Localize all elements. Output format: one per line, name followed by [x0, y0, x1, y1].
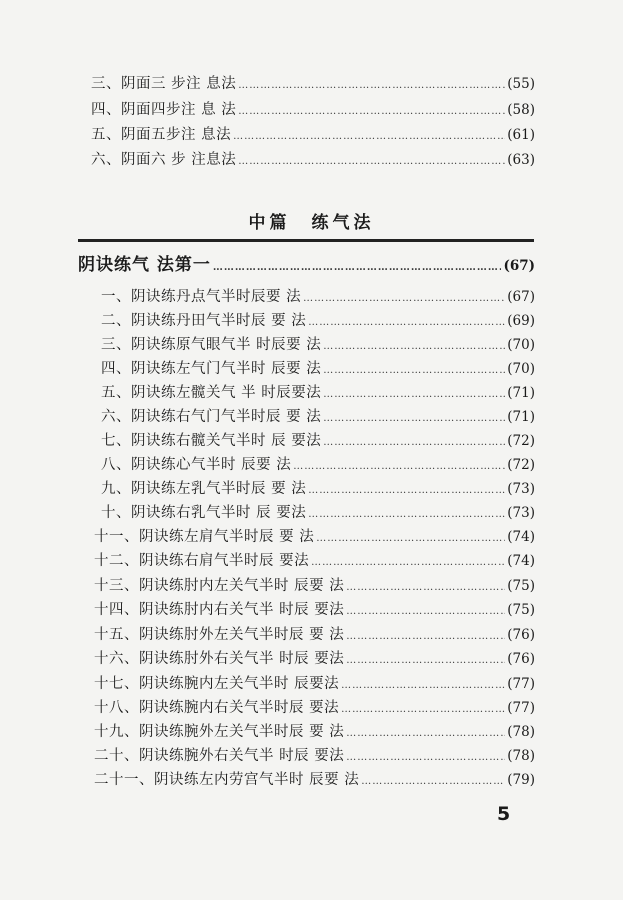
entry-page: (77) — [507, 676, 535, 692]
toc-entry — [101, 480, 535, 500]
toc-entry — [101, 408, 535, 428]
toc-entry — [101, 336, 535, 356]
entry-title: 四、阴诀练左气门气半时 辰要 法 — [101, 361, 322, 377]
toc-entry — [94, 528, 535, 548]
leader-dots — [346, 579, 505, 597]
toc-entry — [101, 360, 535, 380]
leader-dots — [323, 338, 505, 356]
leader-dots — [213, 259, 502, 277]
entry-page: (79) — [507, 772, 535, 788]
toc-entry — [94, 577, 535, 597]
divider — [78, 239, 534, 242]
entry-title: 二十、阴诀练腕外右关气半 时辰 要法 — [94, 748, 345, 764]
entry-page: (75) — [507, 602, 535, 618]
leader-dots — [323, 410, 505, 428]
toc-entry — [91, 101, 535, 121]
entry-page: (71) — [507, 385, 535, 401]
page-number: 5 — [497, 803, 511, 825]
entry-title: 六、阴面六 步 注息法 — [91, 152, 237, 168]
toc-entry — [94, 675, 535, 695]
toc-entry — [91, 75, 535, 95]
entry-title: 十六、阴诀练肘外右关气半 时辰 要法 — [94, 651, 345, 667]
leader-dots — [311, 554, 505, 572]
entry-page: (70) — [507, 337, 535, 353]
entry-title: 五、阴诀练左髋关气 半 时辰要法 — [101, 385, 322, 401]
toc-entry — [101, 504, 535, 524]
entry-page: (74) — [507, 553, 535, 569]
toc-entry — [101, 288, 535, 308]
leader-dots — [316, 530, 505, 548]
toc-entry — [101, 456, 535, 476]
leader-dots — [293, 458, 505, 476]
leader-dots — [308, 482, 505, 500]
leader-dots — [346, 725, 505, 743]
entry-title: 一、阴诀练丹点气半时辰要 法 — [101, 289, 302, 305]
toc-entry — [94, 747, 535, 767]
chapter-title: 阴诀练气 法第一 — [78, 255, 211, 275]
toc-entry — [94, 552, 535, 572]
entry-page: (61) — [507, 127, 535, 143]
entry-page: (63) — [507, 152, 535, 168]
leader-dots — [323, 434, 505, 452]
entry-page: (76) — [507, 627, 535, 643]
entry-page: (70) — [507, 361, 535, 377]
leader-dots — [346, 628, 505, 646]
entry-title: 五、阴面五步注 息法 — [91, 127, 232, 143]
toc-entry — [91, 151, 535, 171]
entry-title: 三、阴诀练原气眼气半 时辰要 法 — [101, 337, 322, 353]
leader-dots — [361, 773, 505, 791]
toc-entry — [94, 650, 535, 670]
entry-page: (76) — [507, 651, 535, 667]
leader-dots — [303, 290, 505, 308]
entry-page: (72) — [507, 433, 535, 449]
toc-entry — [94, 771, 535, 791]
entry-title: 十、阴诀练右乳气半时 辰 要法 — [101, 505, 307, 521]
leader-dots — [308, 314, 505, 332]
entry-title: 六、阴诀练右气门气半时辰 要 法 — [101, 409, 322, 425]
leader-dots — [323, 362, 505, 380]
entry-page: (67) — [507, 289, 535, 305]
entry-title: 八、阴诀练心气半时 辰要 法 — [101, 457, 292, 473]
entry-page: (73) — [507, 505, 535, 521]
chapter-entry — [78, 256, 535, 277]
leader-dots — [238, 77, 505, 95]
entry-page: (69) — [507, 313, 535, 329]
chapter-page: (67) — [503, 258, 535, 274]
entry-title: 十四、阴诀练肘内右关气半 时辰 要法 — [94, 602, 345, 618]
toc-entry — [94, 601, 535, 621]
leader-dots — [238, 153, 505, 171]
entry-page: (75) — [507, 578, 535, 594]
entry-title: 四、阴面四步注 息 法 — [91, 102, 237, 118]
leader-dots — [341, 677, 505, 695]
entry-title: 十八、阴诀练腕内右关气半时辰 要法 — [94, 700, 340, 716]
entry-title: 十五、阴诀练肘外左关气半时辰 要 法 — [94, 627, 345, 643]
leader-dots — [233, 128, 505, 146]
entry-title: 十三、阴诀练肘内左关气半时 辰要 法 — [94, 578, 345, 594]
toc-entry — [101, 432, 535, 452]
toc-entry — [94, 723, 535, 743]
leader-dots — [346, 749, 505, 767]
entry-page: (72) — [507, 457, 535, 473]
entry-title: 十二、阴诀练右肩气半时辰 要法 — [94, 553, 310, 569]
entry-title: 九、阴诀练左乳气半时辰 要 法 — [101, 481, 307, 497]
leader-dots — [238, 103, 505, 121]
entry-title: 十七、阴诀练腕内左关气半时 辰要法 — [94, 676, 340, 692]
entry-page: (73) — [507, 481, 535, 497]
toc-entry — [94, 626, 535, 646]
entry-page: (71) — [507, 409, 535, 425]
toc-entry — [94, 699, 535, 719]
entry-page: (77) — [507, 700, 535, 716]
entry-title: 七、阴诀练右髋关气半时 辰 要法 — [101, 433, 322, 449]
leader-dots — [323, 386, 505, 404]
toc-entry — [101, 384, 535, 404]
entry-page: (74) — [507, 529, 535, 545]
toc-entry — [91, 126, 535, 146]
entry-page: (78) — [507, 748, 535, 764]
section-title: 中篇 练气法 — [248, 213, 375, 233]
entry-title: 十一、阴诀练左肩气半时辰 要 法 — [94, 529, 315, 545]
entry-title: 二十一、阴诀练左内劳宫气半时 辰要 法 — [94, 772, 360, 788]
leader-dots — [308, 506, 505, 524]
entry-page: (58) — [507, 102, 535, 118]
toc-entry — [101, 312, 535, 332]
entry-page: (78) — [507, 724, 535, 740]
entry-title: 三、阴面三 步注 息法 — [91, 76, 237, 92]
leader-dots — [346, 603, 505, 621]
entry-page: (55) — [507, 76, 535, 92]
leader-dots — [346, 652, 505, 670]
leader-dots — [341, 701, 505, 719]
entry-title: 十九、阴诀练腕外左关气半时辰 要 法 — [94, 724, 345, 740]
entry-title: 二、阴诀练丹田气半时辰 要 法 — [101, 313, 307, 329]
